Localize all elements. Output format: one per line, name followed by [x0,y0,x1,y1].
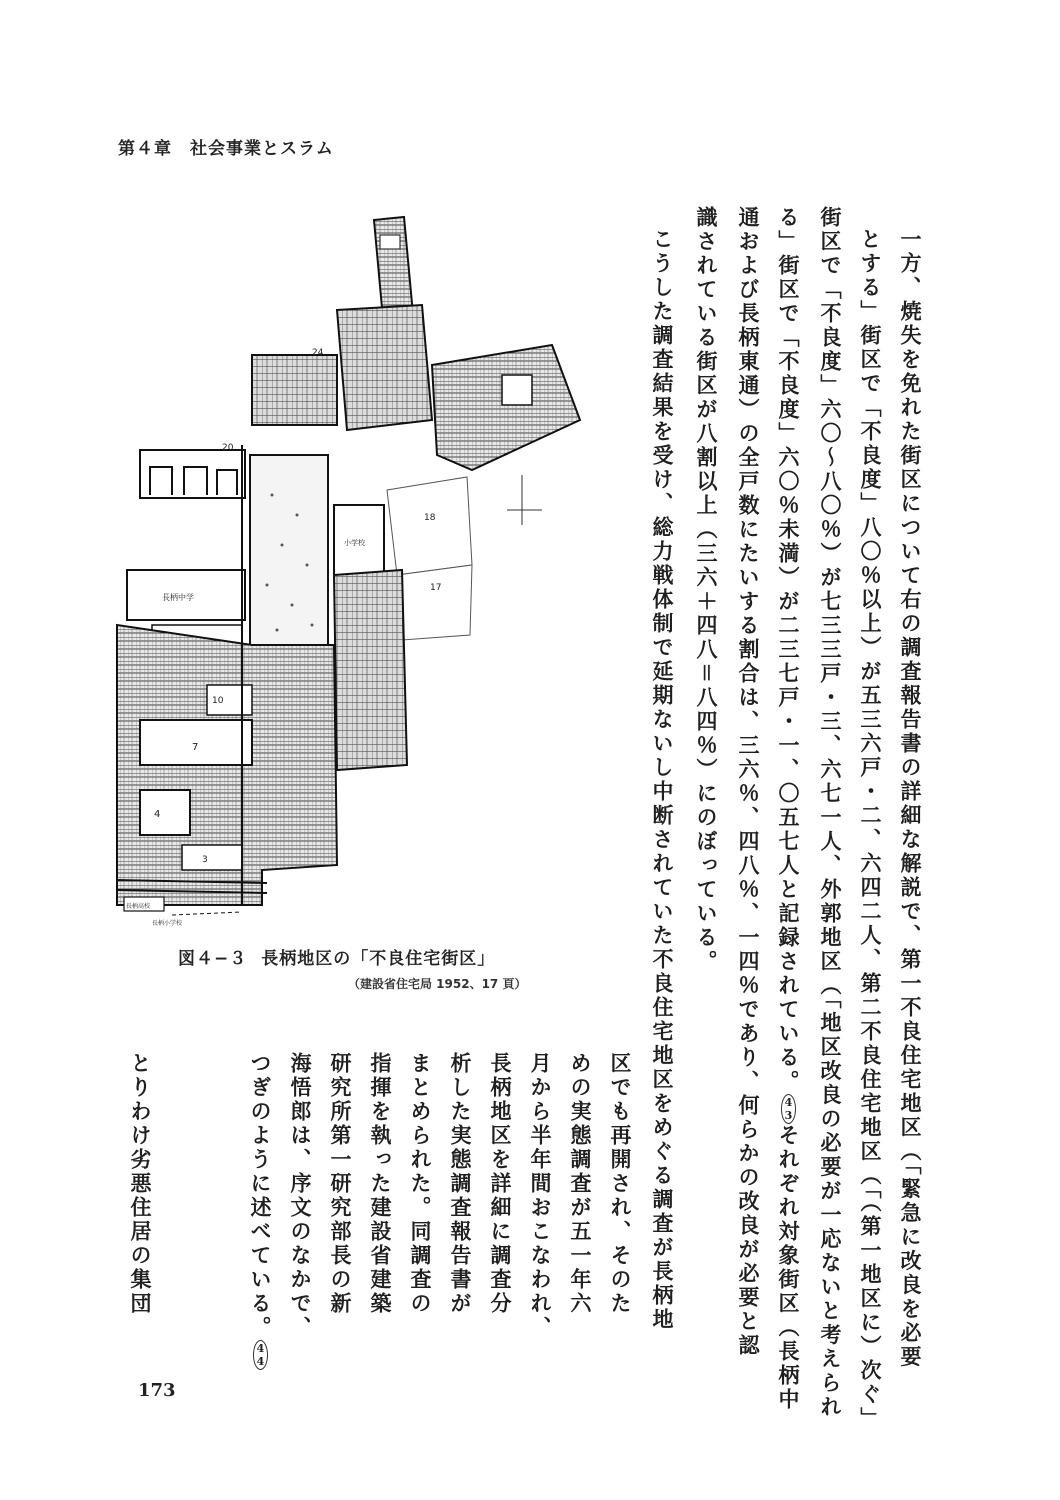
figure-title: 長柄地区の「不良住宅街区」 [261,949,496,969]
map-block-18 [387,477,472,575]
body-lower-column-2: めの実態調査が五一年六 [568,1052,593,1316]
map-label-chugakko: 長柄中学 [162,593,194,602]
map-label-shogakko-2: 長柄小学校 [152,920,183,927]
running-header [118,134,334,159]
body-lower-column-11: とりわけ劣悪住居の集団 [128,1052,153,1316]
body-lower-column-1: 区でも再開され、そのた [608,1052,633,1316]
map-crossmark [507,475,542,525]
body-lower-column-6: まとめられた。同調査の [408,1052,433,1316]
map-block-park [250,455,328,645]
body-column-1: 一方、焼失を免れた街区について右の調査報告書の詳細な解説で、第一不良住宅地区（「緊急に改良を必要 [898,228,923,1370]
body-lower-column-8: 研究所第一研究部長の新 [328,1052,353,1316]
map-block-north-label-box [380,235,400,249]
map-label-7: 7 [192,742,199,753]
map-river [172,912,242,915]
body-lower-column-9: 海悟郎は、序文のなかで、 [288,1052,313,1340]
body-column-6: 識されている街区が八割以上（三六＋四八＝八四％）にのぼっている。 [694,206,719,974]
page-number: 173 [138,1380,176,1401]
body-column-2: とする」街区で「不良度」八〇％以上）が五三六戸・二、六四二人、第二不良住宅地区（「（第一地区に）次ぐ」 [858,228,883,1431]
chapter-title: 社会事業とスラム [190,139,334,159]
figure-label: 図４−３ [178,949,248,969]
body-lower-column-10-text: つぎのように述べている。 [248,1052,273,1340]
map-figure [112,205,592,930]
map-block-3 [182,845,242,870]
map-label-18: 18 [424,513,436,523]
map-label-24: 24 [312,348,324,358]
body-column-7: こうした調査結果を受け、総力戦体制で延期ないし中断されていた不良住宅地区をめぐる調査が長柄地 [650,228,675,1332]
body-lower-column-4: 長柄地区を詳細に調査分 [488,1052,513,1316]
map-label-koko: 長柄高校 [126,903,151,910]
body-column-4-cont: それぞれ対象街区（長柄中 [776,1124,801,1412]
body-column-3: 街区で「不良度」六〇〜八〇％）が七三三戸・三、六七一人、外郭地区（「地区改良の必要が一応ないと考えられ [818,206,843,1420]
map-label-4: 4 [154,809,161,820]
map-block-middle-right [334,570,407,770]
body-lower-column-10 [250,1052,271,1370]
map-block-4 [140,790,190,835]
map-block-20 [140,450,245,498]
body-column-5: 通および長柄東通）の全戸数にたいする割合は、三六％、四八％、一四％であり、何らかの改良が必要と認 [736,206,761,1358]
map-label-20: 20 [222,443,234,453]
chapter-number: 第４章 [118,139,172,159]
map-label-10: 10 [212,696,224,706]
body-column-4-text: る」街区で「不良度」六〇％未満）が二三七戸・一、〇五七人と記録されている。 [776,206,801,1094]
map-label-3: 3 [202,855,208,865]
map-block-upper-left [252,355,337,425]
body-lower-column-3: 月から半年間おこなわれ、 [528,1052,553,1340]
note-reference-44: 44 [254,1342,267,1368]
figure-source: （建設省住宅局 1952、17 頁） [348,977,527,991]
map-label-shogakko: 小学校 [344,539,365,547]
map-block-upper-right [432,345,580,470]
map-block-upper-right-building [502,375,532,405]
map-drawing [112,205,592,930]
body-column-4 [778,206,799,1412]
figure-caption [178,944,495,969]
note-reference-43: 43 [782,1096,795,1122]
map-block-17 [397,565,472,640]
map-label-17: 17 [430,583,442,593]
body-lower-column-5: 析した実態調査報告書が [448,1052,473,1316]
body-lower-column-7: 指揮を執った建設省建築 [368,1052,393,1316]
map-block-upper-center [337,305,432,430]
